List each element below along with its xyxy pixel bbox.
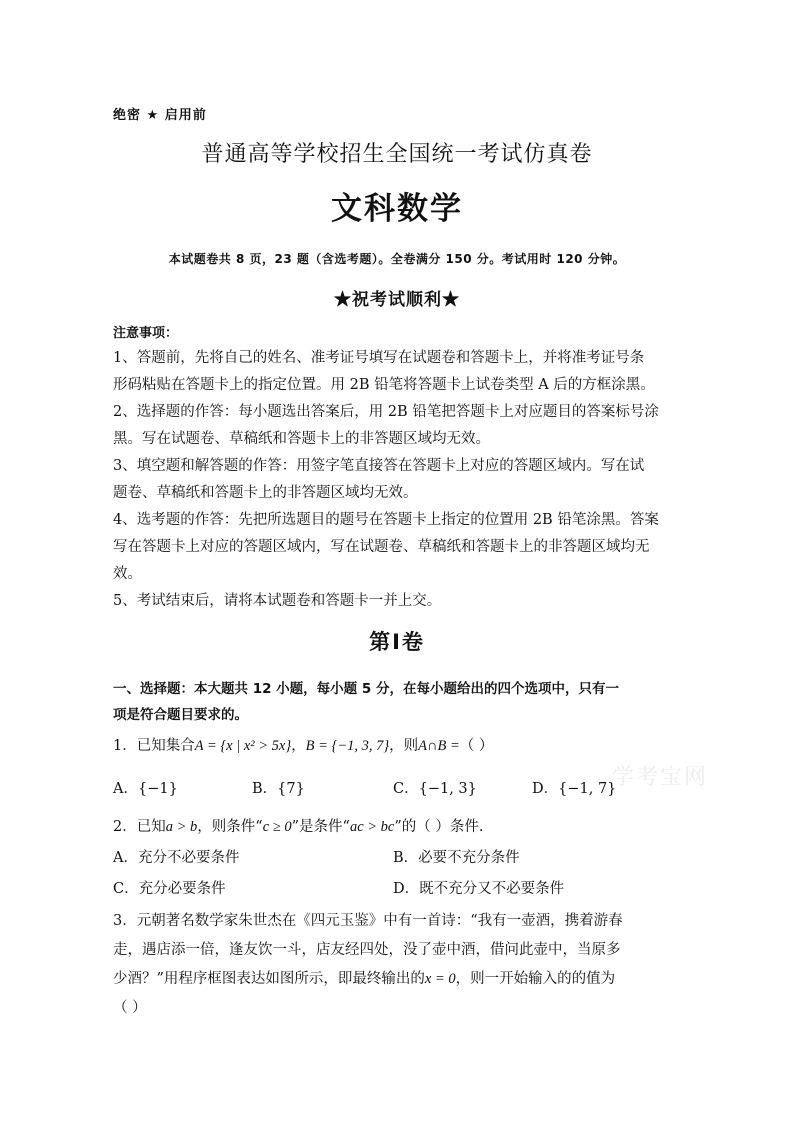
notice-line: 5、考试结束后，请将本试题卷和答题卡一并上交。 <box>113 593 442 609</box>
notice-line: 2、选择题的作答：每小题选出答案后，用 2B 铅笔把答题卡上对应题目的答案标号涂 <box>113 404 659 420</box>
q2-option-b: B．必要不充分条件 <box>393 850 520 866</box>
notice-line: 形码粘贴在答题卡上的指定位置。用 2B 铅笔将答题卡上试卷类型 A 后的方框涂黑。 <box>113 377 655 393</box>
q1-prefix: 1．已知集合 <box>113 738 195 754</box>
part-title: 第Ⅰ卷 <box>369 630 425 654</box>
q2-option-a: A．充分不必要条件 <box>113 850 240 866</box>
q1-option-a: A．{−1} <box>113 781 178 797</box>
question-3-line: 走，遇店添一倍，逢友饮一斗，店友经四处，没了壶中酒，借问此壶中，当原多 <box>113 942 621 958</box>
q1-set-b: B = {−1, 3, 7} <box>305 738 390 754</box>
notice-line: 题卷、草稿纸和答题卡上的非答题区域均无效。 <box>113 485 418 501</box>
question-1-stem <box>113 734 493 755</box>
q2-cond-2: c ≥ 0 <box>262 819 292 835</box>
notice-line: 1、答题前，先将自己的姓名、准考证号填写在试题卷和答题卡上，并将准考证号条 <box>113 350 645 366</box>
subject-title: 文科数学 <box>331 191 463 227</box>
exam-info: 本试题卷共 8 页，23 题（含选考题）。全卷满分 150 分。考试用时 120 分钟。 <box>168 252 626 266</box>
q1-option-c: C．{−1, 3} <box>393 781 477 797</box>
question-3-line: 3．元朝著名数学家朱世杰在《四元玉鉴》中有一首诗：“我有一壶酒，携着游春 <box>113 913 623 929</box>
q1-set-a: A = {x | x² > 5x} <box>194 738 292 754</box>
watermark: 学考宝网 <box>612 765 709 790</box>
q1-sep: ， <box>291 738 306 754</box>
notice-line: 4、选考题的作答：先把所选题目的题号在答题卡上指定的位置用 2B 铅笔涂黑。答案 <box>113 512 659 528</box>
q1-paren: （ ） <box>459 738 494 754</box>
q1-option-b: B．{7} <box>252 781 305 797</box>
section-heading-cont: 项是符合题目要求的。 <box>113 707 248 723</box>
q3-line3-suffix: ，则一开始输入的的值为 <box>455 971 616 987</box>
q2-text-d: ”的（ ）条件. <box>394 819 484 835</box>
q2-prefix: 2．已知 <box>113 819 166 835</box>
secret-label: 绝密 ★ 启用前 <box>113 108 207 123</box>
section-heading: 一、选择题：本大题共 12 小题，每小题 5 分，在每小题给出的四个选项中，只有一 <box>113 681 619 697</box>
q3-output-x: x = 0 <box>424 971 456 987</box>
notice-line: 效。 <box>113 566 142 582</box>
notice-heading: 注意事项： <box>113 326 179 341</box>
notice-line: 写在答题卡上对应的答题区域内，写在试题卷、草稿纸和答题卡上的非答题区域均无 <box>113 539 650 555</box>
q2-cond-3: ac > bc <box>349 819 395 835</box>
notice-line: 3、填空题和解答题的作答：用签字笔直接答在答题卡上对应的答题区域内。写在试 <box>113 458 645 474</box>
q1-ask: ，则 <box>389 738 419 754</box>
q3-line3-prefix: 少酒？”用程序框图表达如图所示，即最终输出的 <box>113 971 425 987</box>
question-2-stem <box>113 815 483 836</box>
exam-title: 普通高等学校招生全国统一考试仿真卷 <box>201 142 593 167</box>
question-3-answer-paren: （ ） <box>113 1000 147 1016</box>
q2-text-b: ，则条件“ <box>197 819 263 835</box>
question-3-line <box>113 967 615 988</box>
q2-option-c: C．充分必要条件 <box>113 881 226 897</box>
q2-text-c: ”是条件“ <box>291 819 350 835</box>
q2-option-d: D．既不充分又不必要条件 <box>393 881 565 897</box>
q1-option-d: D．{−1, 7} <box>532 781 617 797</box>
q2-cond-1: a > b <box>165 819 198 835</box>
q1-expr: A∩B = <box>418 738 460 754</box>
notice-line: 黑。写在试题卷、草稿纸和答题卡上的非答题区域均无效。 <box>113 431 490 447</box>
good-luck-line: ★祝考试顺利★ <box>334 290 460 310</box>
